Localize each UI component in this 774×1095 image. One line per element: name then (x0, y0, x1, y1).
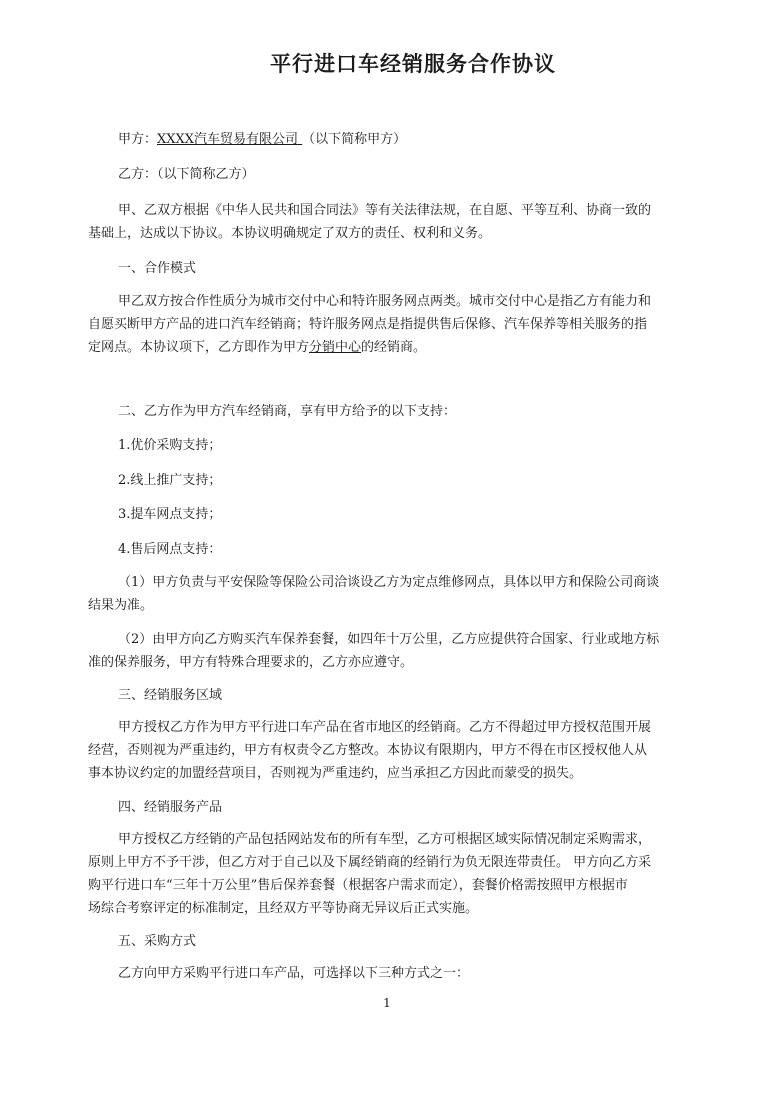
section-3-line-2: 经营，否则视为严重违约，甲方有权责令乙方整改。本协议有限期内，甲方不得在市区授权他人从 (88, 743, 648, 758)
section-5-heading: 五、采购方式 (118, 934, 197, 949)
party-a-company: XXXX汽车贸易有限公司 (157, 132, 303, 147)
document-title: 平行进口车经销服务合作协议 (270, 52, 556, 76)
support-item-4: 4.售后网点支持： (118, 542, 222, 557)
preamble-paragraph (88, 199, 683, 245)
section-3-heading: 三、经销服务区域 (118, 688, 223, 703)
sub-item-1-line-2: 结果为准。 (88, 598, 154, 613)
section-4-line-3: 购平行进口车“三年十万公里”售后保养套餐（根据客户需求而定），套餐价格需按照甲方根据市 (88, 878, 628, 893)
section-4-heading: 四、经销服务产品 (118, 800, 223, 815)
support-sub-item-2 (88, 628, 683, 674)
section-1-heading: 一、合作模式 (118, 261, 197, 276)
preamble-line-1: 甲、乙双方根据《中华人民共和国合同法》等有关法律法规，在自愿、平等互利、协商一致的 (118, 203, 652, 218)
page-number: 1 (383, 996, 391, 1010)
section-3-line-1: 甲方授权乙方作为甲方平行进口车产品在省市地区的经销商。乙方不得超过甲方授权范围开展 (118, 720, 652, 735)
sub-item-2-line-1: （2）由甲方向乙方购买汽车保养套餐，如四年十万公里，乙方应提供符合国家、行业或地方标 (118, 632, 660, 647)
sub-item-1-line-1: （1）甲方负责与平安保险等保险公司洽谈设乙方为定点维修网点，具体以甲方和保险公司商谈 (118, 575, 660, 590)
section-4-paragraph (88, 828, 683, 920)
party-a-label: 甲方： (118, 132, 158, 147)
section-1-line-3 (88, 336, 683, 359)
preamble-line-2: 基础上，达成以下协议。本协议明确规定了双方的责任、权利和义务。 (88, 226, 492, 241)
section-4-line-2: 原则上甲方不予干涉，但乙方对于自己以及下属经销商的经销行为负无限连带责任。 甲方向乙方采 (88, 855, 652, 870)
section-3-line-3: 事本协议约定的加盟经营项目，否则视为严重违约，应当承担乙方因此而蒙受的损失。 (88, 766, 583, 781)
section-3-paragraph (88, 716, 683, 785)
party-b-line: 乙方：（以下简称乙方） (118, 167, 255, 182)
distribution-center-term: 分销中心 (309, 340, 362, 355)
section-1-line-3-pre: 定网点。本协议项下，乙方即作为甲方 (88, 340, 310, 355)
support-item-1: 1.优价采购支持； (118, 438, 222, 453)
party-a-line (118, 128, 683, 151)
section-1-line-3-post: 的经销商。 (361, 340, 427, 355)
support-item-2: 2.线上推广支持； (118, 473, 222, 488)
section-2-heading: 二、乙方作为甲方汽车经销商，享有甲方给予的以下支持： (118, 404, 457, 419)
section-5-line-1: 乙方向甲方采购平行进口车产品，可选择以下三种方式之一： (118, 966, 470, 981)
section-4-line-4: 场综合考察评定的标准制定，且经双方平等协商无异议后正式实施。 (88, 901, 479, 916)
section-1-line-1: 甲乙双方按合作性质分为城市交付中心和特许服务网点两类。城市交付中心是指乙方有能力和 (118, 294, 652, 309)
support-sub-item-1 (88, 571, 683, 617)
support-item-3: 3.提车网点支持； (118, 507, 222, 522)
section-1-paragraph (88, 290, 683, 359)
section-1-line-2: 自愿买断甲方产品的进口汽车经销商；特许服务网点是指提供售后保修、汽车保养等相关服务的指 (88, 317, 648, 332)
section-4-line-1: 甲方授权乙方经销的产品包括网站发布的所有车型，乙方可根据区域实际情况制定采购需求， (118, 832, 652, 847)
sub-item-2-line-2: 准的保养服务，甲方有特殊合理要求的，乙方亦应遵守。 (88, 655, 414, 670)
party-a-suffix: （以下简称甲方） (302, 132, 407, 147)
